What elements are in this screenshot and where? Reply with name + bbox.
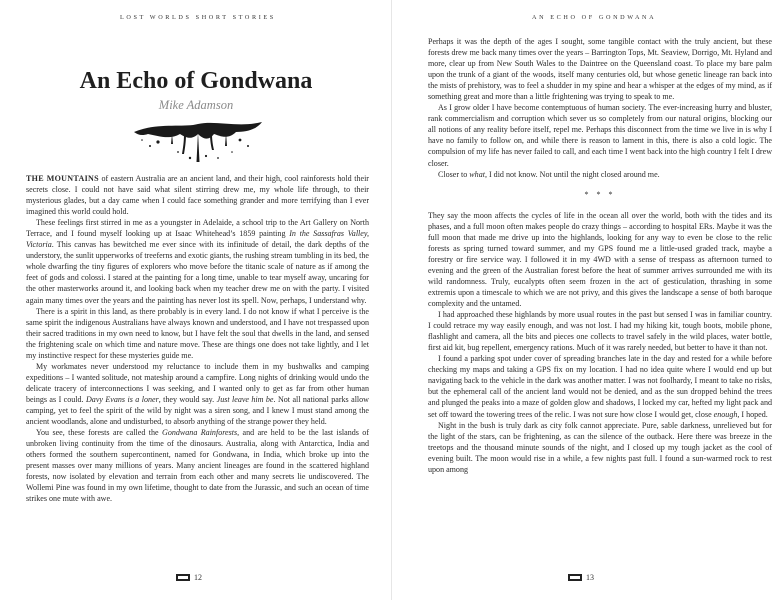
- paragraph: [26, 427, 369, 504]
- paragraph: [428, 102, 772, 168]
- page-number: 12: [194, 573, 202, 582]
- lead-in: THE MOUNTAINS: [26, 174, 99, 183]
- text-run: I found a parking spot under cover of spreading branches late in the day and rested for a while before checking my maps and taking a GPS fix on my location. I had no idea quite where I would end up but navigating back to the vehicle in the dark was another matter. I was not foolhardy, I meant to take no risks, but the ephemeral call of the ancient land would not be denied, and as the sun dropped behind the trees and plunged the peaks into a maze of golden glow and shadows, I locked my car, hefted my light pack and set off toward the towering trees of the relic. I was not sure how close I would get, close: [428, 354, 772, 419]
- italic-run: In the Sassafras Valley, Victoria: [26, 229, 369, 250]
- right-body-text: [428, 36, 772, 475]
- text-run: There is a spirit in this land, as there probably is in every land. I do not know if what I perceive is the same spirit the indigenous Australians have always known and understood, and I have not trespassed upon their sacred traditions in my own need to know, but I have felt the soul that dwells in the land, and sensed the frightening scale on which time and nature move. These are things one does not take lightly, and I let my instinctive respect for these mysteries guide me.: [26, 306, 369, 360]
- text-run: Night in the bush is truly dark as city folk cannot appreciate. Pure, sable darkness, unrelieved but for the light of the stars, can be frightening, as can the silence of the outback. Here there was breeze in the treetops and the thousand minute sounds of the night, and I closed up my tough jacket as the cool of evening built. The moon would rise in a while, a few nights past full. I found a sun-warmed rock to rest upon among: [428, 420, 772, 474]
- text-run: Closer to: [438, 169, 470, 179]
- right-text-after-break: [428, 210, 772, 475]
- paragraph: [428, 169, 772, 180]
- running-head-left: LOST WORLDS SHORT STORIES: [120, 14, 276, 21]
- italic-run: enough: [713, 409, 738, 419]
- paragraph: [428, 309, 772, 353]
- right-text-before-break: [428, 36, 772, 180]
- text-run: Perhaps it was the depth of the ages I sought, some tangible contact with the truly ancient, but these forests drew me back many times over the years – Barrington Tops, Mt. Seaview, Dorrigo, Mt. Hyland and more, clear up from New South Wales to the Daintree on the Queensland coast. To place my bare palm upon the trunk of a giant of the woods, itself many centuries old, but whose genetic lineage ran back into the mists of prehistory, was to feel a shudder in my spine and hear a whisper at the edges of my mind, as if something great and more than a little frightening was trying to speak to me.: [428, 37, 772, 102]
- left-body-text: [26, 173, 369, 504]
- paragraph: [26, 217, 369, 305]
- paragraph: [428, 420, 772, 475]
- italic-run: Just leave him be: [216, 394, 274, 404]
- paragraph: [26, 306, 369, 361]
- text-run: My workmates never understood my reluctance to include them in my bushwalks and camping expeditions – I wanted solitude, not mateship around a campfire. Long nights of drinking would undo the delicate tracery of interconnections I was seeking, and I wanted only to get as far from other human beings as I could.: [26, 361, 369, 404]
- scene-break: * * *: [584, 189, 616, 199]
- text-run: , they would say.: [158, 394, 217, 404]
- text-run: , I did not know. Not until the night closed around me.: [484, 169, 660, 179]
- text-run: of eastern Australia are an ancient land, and their high, cool rainforests hold their secrets close. I could not have said what silent stirring drew me, my whole life through, to their mysterious glades, but a day came when I could face something grander and more terrifying than I ever imagined this world could hold.: [26, 174, 369, 217]
- text-run: . Not all national parks allow camping, yet to feel the spirit of the wild by night was a siren song, and I knew I must stand among the ancient woodlands, alone and undisturbed, to absorb anything of the strange power they held.: [26, 394, 369, 427]
- text-run: As I grow older I have become contemptuous of human society. The ever-increasing hurry and bluster, rank commercialism and corruption which sever us so completely from our natural origins, blocking our all notions of any reality before itself, repel me. Perhaps this disconnect from the time we live in is why I have no family to follow on, and while there is reason to lament in this, there is also a cold logic. The compulsion of my life has never failed to call, and each time I went back into the high country I felt I drew closer.: [428, 103, 772, 168]
- italic-run: Gondwana Rainforests: [162, 428, 238, 438]
- italic-run: what: [469, 169, 485, 179]
- text-run: You see, these forests are called the: [36, 428, 163, 438]
- folio-ornament-icon: [176, 574, 190, 581]
- text-run: I had approached these highlands by more usual routes in the past but sensed I was in familiar country. I could retrace my way easily enough, and was not lost. I had my hiking kit, tough boots, mobile phone, flashlight and camera, all the bits and pieces one collects to travel safely in the wild places, water bottle, first aid kit, bug repellent, emergency rations. Much of it was rarely needed, but better to have it than not.: [428, 310, 772, 353]
- folio-right: [568, 573, 594, 582]
- right-page: [392, 0, 784, 600]
- paragraph: [26, 173, 369, 217]
- page-number: 13: [586, 573, 594, 582]
- story-title: An Echo of Gondwana: [79, 68, 313, 94]
- text-run: , I hoped.: [737, 409, 768, 419]
- folio-ornament-icon: [568, 574, 582, 581]
- paragraph: [428, 353, 772, 419]
- text-run: They say the moon affects the cycles of life in the ocean all over the world, both with the tides and its phases, and a full moon often makes people do crazy things – according to hospital ERs. Maybe it was the full moon that made me drive up into the highlands, looking for any way to even be close to the relic forests as spring turned toward summer, and my GPS found me a little-used graded track, maybe a forestry or fire service way. I followed it in my 4WD with a sense of trespass as afternoon turned to evening and the green of the Australian forest before the heat of summer arrives surrounded me with its wild randomness. Truly, eucalypts often seem frozen in the act of gesticulation, thrashing in some extremis upon a timescale to which we are not privy, and this gives the landscape a sense of both baroque complexity and the untamed.: [428, 210, 772, 309]
- paragraph: [428, 210, 772, 309]
- author-name: Mike Adamson: [158, 98, 234, 112]
- text-run: , and are held to be the last islands of unbroken living continuity from the time of the dinosaurs. Australia, along with Antarctica, India and others formed the southern supercontinent, named for Gondwana, in India, which broke up into the present masses over many millions of years. Many ancient lineages are found in the scattered highland forests, now isolated by elevation and terrain from each other and many secrets lie undiscovered. The Wollemi Pine was found in my own lifetime, thought to date from the Jurassic, and such an ocean of time strikes one mute with awe.: [26, 428, 369, 504]
- ink-splash-ornament-icon: [128, 118, 268, 168]
- running-head-right: AN ECHO OF GONDWANA: [532, 14, 657, 21]
- paragraph: [26, 361, 369, 427]
- text-run: . This canvas has bewitched me ever since with its infinitude of detail, the dark depths of the understory, the sunlit upperworks of treeferns and exotic giants, the rushing stream tumbling in its bed, the whole dwarfing the tiny figures of explorers who move before the titanic scale of nature as if among the feet of gods and colossi. I stared at the painting for a long time, unable to tear myself away, uncaring for the other masterworks around it, and looking back when my teacher drew me on with the party. I visited again many times over the years and the painting has never lost its spell. Now, perhaps, I understand why.: [26, 240, 369, 305]
- italic-run: Davy Evans is a loner: [85, 394, 159, 404]
- paragraph: [428, 36, 772, 102]
- text-run: These feelings first stirred in me as a youngster in Adelaide, a school trip to the Art Gallery on North Terrace, and I found myself looking up at Isaac Whitehead’s 1859 painting: [26, 218, 369, 239]
- folio-left: [176, 573, 202, 582]
